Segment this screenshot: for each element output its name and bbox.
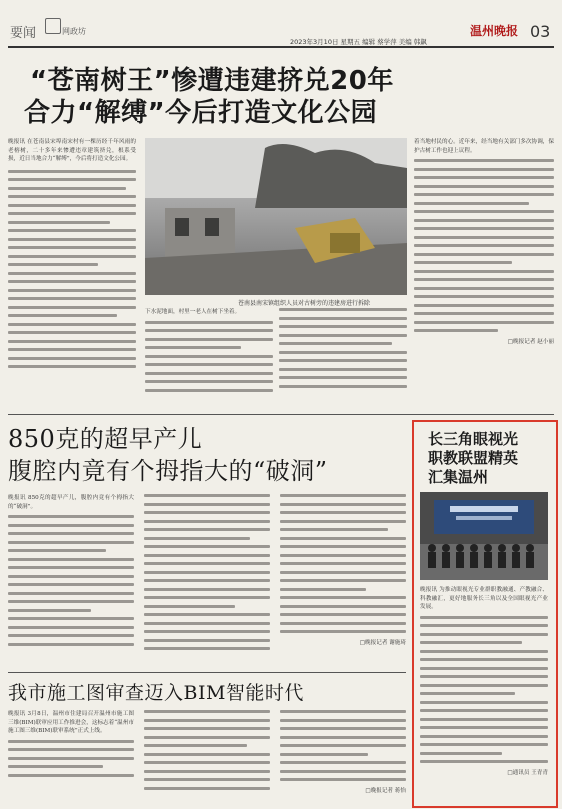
page-header <box>0 0 562 46</box>
article1-column4 <box>414 138 554 408</box>
article2-byline: □晚报记者 谢施琦 <box>359 639 406 646</box>
article3-title: 我市施工图审查迈入BIM智能时代 <box>8 682 304 704</box>
article3-byline: □晚报记者 蒋怡 <box>365 787 406 794</box>
group-photo-graphic <box>420 492 548 580</box>
article3-column1 <box>8 710 134 804</box>
article2-title-line1: 850克的超早产儿 <box>8 425 203 453</box>
article1-byline: □晚报记者 赵小丽 <box>507 338 554 345</box>
sidebar-text <box>420 586 548 798</box>
section-icon <box>45 18 61 34</box>
article1-column1 <box>8 138 136 408</box>
article1-divider <box>8 414 554 415</box>
header-rule <box>8 46 554 48</box>
sidebar-title-line3: 汇集温州 <box>428 468 489 486</box>
sidebar-title-line2: 职教联盟精英 <box>428 449 519 467</box>
article1-title-line2: 合力“解缚”今后打造文化公园 <box>24 98 378 128</box>
section-subtitle: 网政坊 <box>62 27 86 36</box>
sidebar-title-line1: 长三角眼视光 <box>428 430 519 448</box>
article2-divider <box>8 672 406 673</box>
article1-right-paragraph: 着当地村民的心。近年来，经当地有关部门多次协调，保护古树工作也迎上议程。 <box>414 139 554 154</box>
date-line: 2023年3月10日 星期五 编辑 蔡学萍 美编 韩飙 <box>290 38 427 46</box>
sidebar-lead: 晚报讯 为推动眼视光专业群职教融通、产教融合、科教融汇，更好地服务长三角以及全国眼视光产业发展。 <box>420 587 548 610</box>
article2-title-line2: 腹腔内竟有个拇指大的“破洞” <box>8 457 328 485</box>
article1-column3 <box>279 308 407 408</box>
article1-lead: 晚报讯 在苍南县宋埠南宋村有一棵历经千年风雨的老榕树，二十多年来惨遭违章建筑挤兑，根系受损，近日当地合力“解缚”，今后将打造文化公园。 <box>8 139 136 162</box>
sidebar-byline: □通讯员 王青青 <box>507 769 548 776</box>
article2-column3 <box>280 494 406 664</box>
paper-logo: 温州晚报 <box>470 24 519 38</box>
sidebar-box <box>412 420 558 808</box>
article3-column3 <box>280 710 406 804</box>
article3-column2 <box>144 710 270 804</box>
article2-column2 <box>144 494 270 664</box>
article1-column2 <box>145 308 273 408</box>
sidebar-photo <box>420 492 548 580</box>
article3-lead: 晚报讯 3月8日，温州市住建局召开温州市施工图三维(BIM)联审应用工作推进会，这标志着“温州市施工图三维(BIM)联审系统”正式上线。 <box>8 711 134 734</box>
article2-lead: 晚报讯 850克的超早产儿，腹腔内竟有个拇指大的“破洞”。 <box>8 495 134 510</box>
article1-title-line1: “苍南树王”惨遭违建挤兑20年 <box>30 66 394 96</box>
article2-column1 <box>8 494 134 664</box>
article1-photo <box>145 138 407 295</box>
demolition-photo-graphic <box>145 138 407 295</box>
section-name: 要闻 <box>10 26 37 41</box>
page-number: 03 <box>530 22 551 41</box>
article1-mid-paragraph: 下水泥地面，村里一老人在树下坐着。 <box>145 309 241 315</box>
article1-photo-caption: 苍南县南宋镇组织人员对古树旁的违建房进行拆除 <box>238 300 371 307</box>
